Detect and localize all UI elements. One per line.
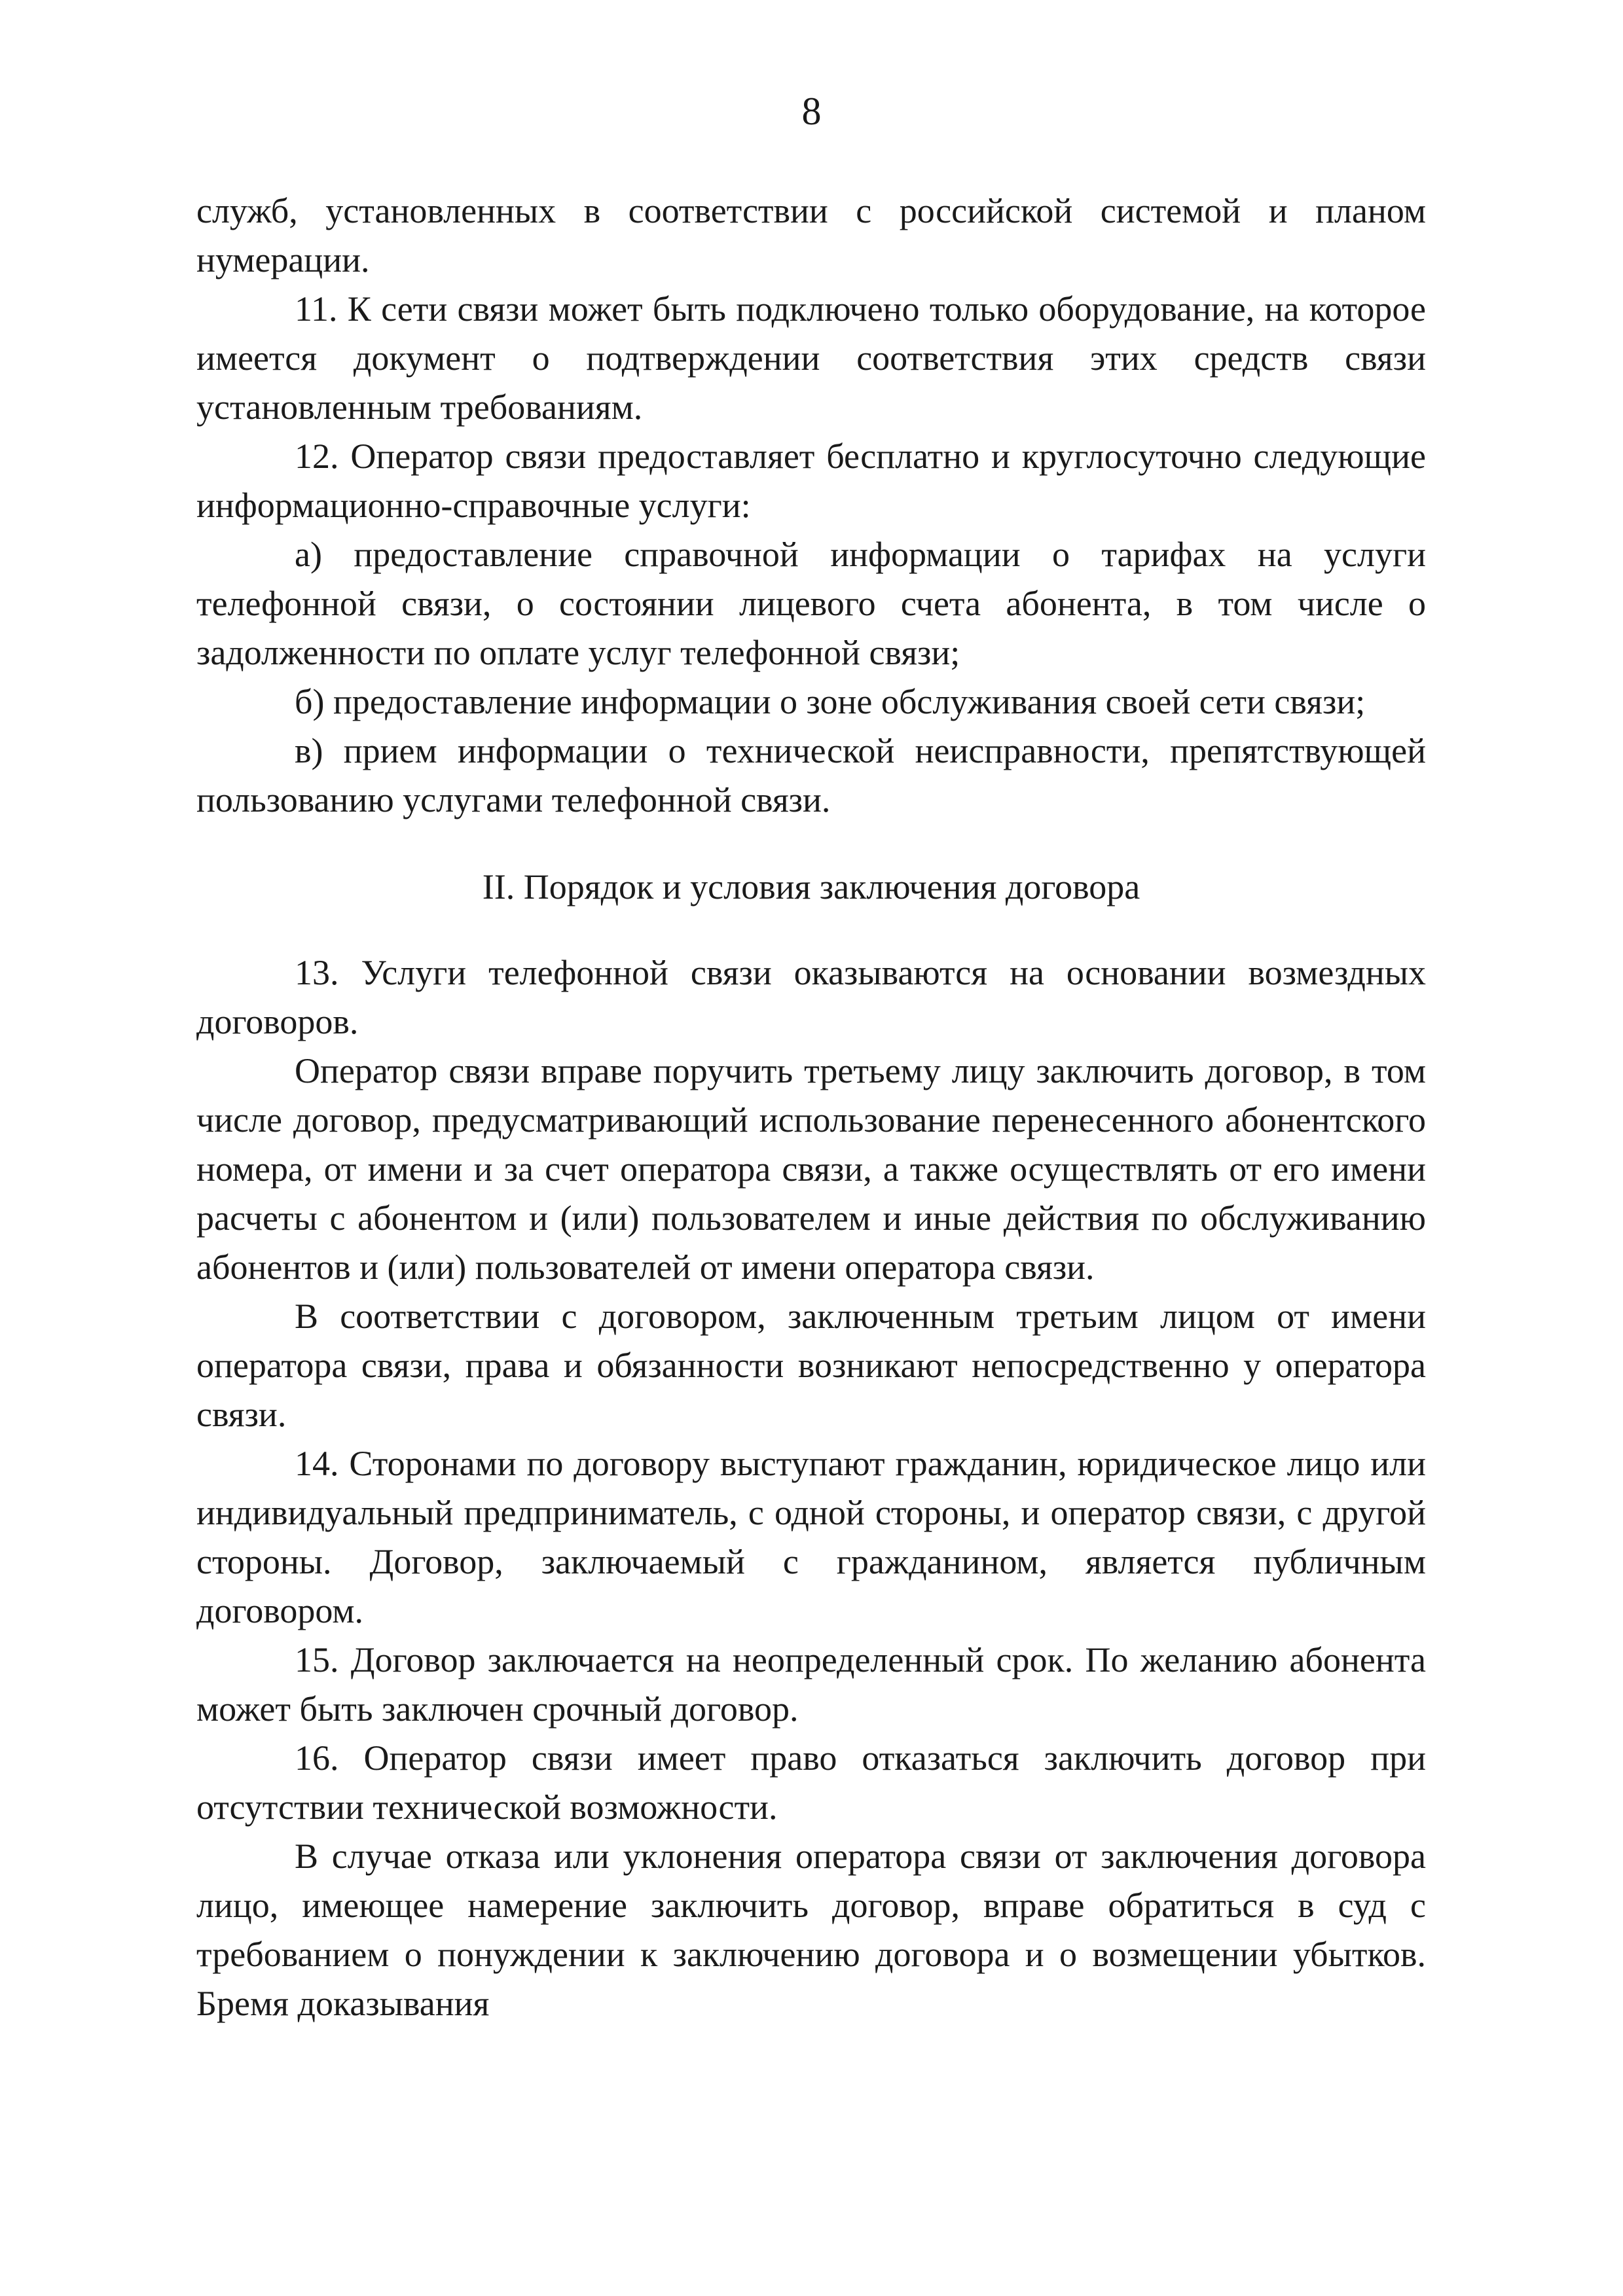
paragraph-item-15: 15. Договор заключается на неопределенный срок. По желанию абонента может быть заключен срочный договор. <box>196 1640 1426 1729</box>
paragraph-subitem-v: в) прием информации о технической неисправности, препятствующей пользованию услугами телефонной связи. <box>196 731 1426 819</box>
paragraph-item-12: 12. Оператор связи предоставляет бесплатно и круглосуточно следующие информационно-справочные услуги: <box>196 437 1426 525</box>
paragraph-item-13-operator: Оператор связи вправе поручить третьему лицу заключить договор, в том числе договор, предусматривающий использование перенесенного абонентского номера, от имени и за счет оператора связи, а также осуществлять от его имени расчеты с абонентом и (или) пользователем и иные действия по обслуживанию абонентов и (или) пользователей от имени оператора связи. <box>196 1051 1426 1287</box>
paragraph-item-13: 13. Услуги телефонной связи оказываются на основании возмездных договоров. <box>196 953 1426 1041</box>
section-heading: II. Порядок и условия заключения договора <box>482 867 1140 906</box>
paragraph-subitem-a: а) предоставление справочной информации о тарифах на услуги телефонной связи, о состоянии лицевого счета абонента, в том числе о задолженности по оплате услуг телефонной связи; <box>196 535 1426 672</box>
paragraph-item-14: 14. Сторонами по договору выступают гражданин, юридическое лицо или индивидуальный предприниматель, с одной стороны, и оператор связи, с другой стороны. Договор, заключаемый с гражданином, является публичным договором. <box>196 1444 1426 1630</box>
document-body <box>196 187 1426 2028</box>
paragraph-item-16-refusal: В случае отказа или уклонения оператора связи от заключения договора лицо, имеющее намерение заключить договор, вправе обратиться в суд с требованием о понуждении к заключению договора и о возмещении убытков. Бремя доказывания <box>196 1837 1426 2023</box>
paragraph-continuation: служб, установленных в соответствии с российской системой и планом нумерации. <box>196 191 1426 279</box>
paragraph-item-11: 11. К сети связи может быть подключено только оборудование, на которое имеется документ о подтверждении соответствия этих средств связи установленным требованиям. <box>196 289 1426 427</box>
paragraph-item-13-third-party: В соответствии с договором, заключенным третьим лицом от имени оператора связи, права и обязанности возникают непосредственно у оператора связи. <box>196 1297 1426 1434</box>
page-number: 8 <box>801 90 822 133</box>
paragraph-item-16: 16. Оператор связи имеет право отказаться заключить договор при отсутствии технической возможности. <box>196 1738 1426 1827</box>
paragraph-subitem-b: б) предоставление информации о зоне обслуживания своей сети связи; <box>295 682 1366 721</box>
